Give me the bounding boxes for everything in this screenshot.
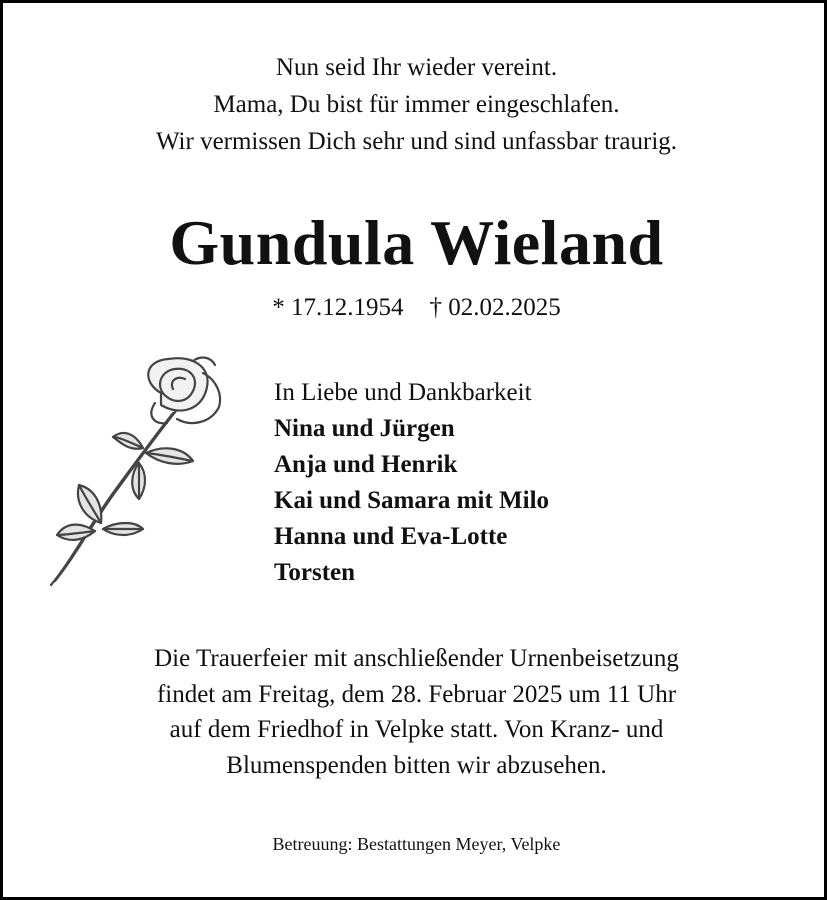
death-date: † 02.02.2025 [429, 294, 561, 321]
mourner-name: Kai und Samara mit Milo [274, 487, 550, 514]
birth-date: * 17.12.1954 [272, 294, 404, 321]
deceased-name: Gundula Wieland [169, 207, 664, 278]
service-line: findet am Freitag, dem 28. Februar 2025 um 11 Uhr [156, 680, 677, 708]
service-details [3, 641, 827, 783]
mourner-name: Hanna und Eva-Lotte [274, 523, 508, 550]
intro-line: Mama, Du bist für immer eingeschlafen. [213, 91, 620, 118]
intro-line: Nun seid Ihr wieder vereint. [275, 54, 558, 81]
life-dates [3, 292, 827, 324]
intro-line: Wir vermissen Dich sehr und sind unfassbar traurig. [155, 128, 678, 155]
intro-verse [3, 49, 827, 160]
service-line: Blumenspenden bitten wir abzusehen. [226, 751, 607, 779]
mourners-list [274, 375, 549, 591]
rose-icon [43, 353, 233, 593]
undertaker-credit: Betreuung: Bestattungen Meyer, Velpke [272, 834, 561, 854]
mourner-name: Torsten [274, 559, 356, 586]
service-line: auf dem Friedhof in Velpke statt. Von Kranz- und [169, 716, 664, 743]
mourner-name: Nina und Jürgen [274, 415, 455, 442]
service-line: Die Trauerfeier mit anschließender Urnenbeisetzung [154, 645, 679, 672]
mourners-lead: In Liebe und Dankbarkeit [274, 379, 532, 406]
mourner-name: Anja und Henrik [274, 451, 458, 478]
